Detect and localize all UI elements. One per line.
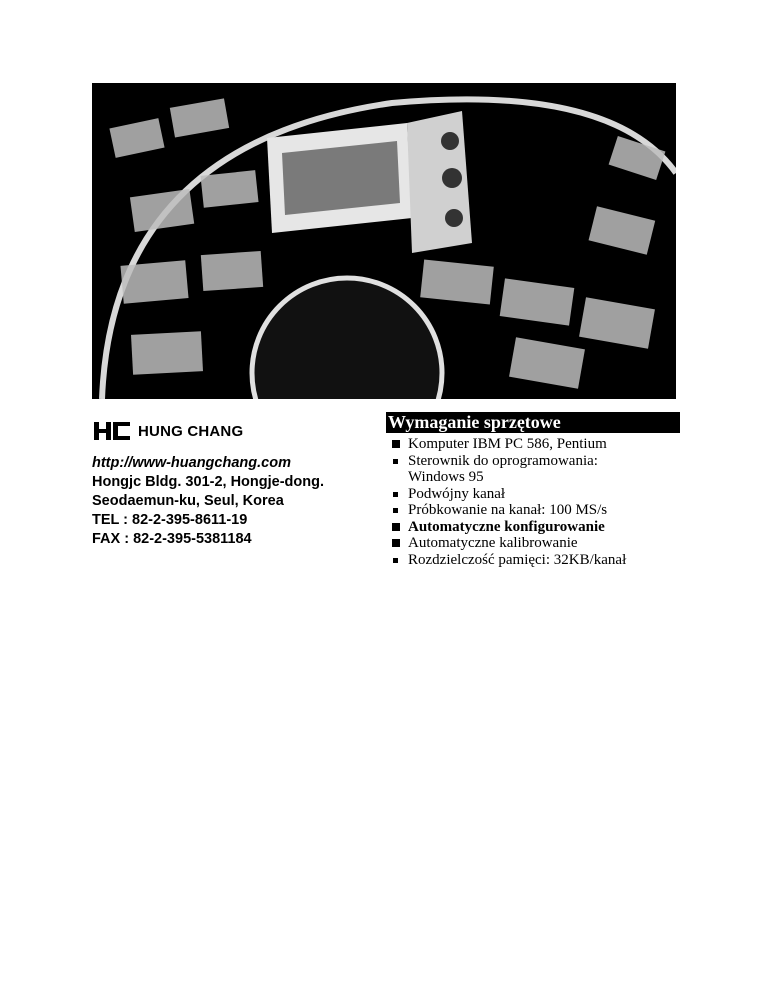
square-bullet-icon bbox=[393, 459, 398, 464]
telephone: TEL : 82-2-395-8611-19 bbox=[92, 512, 248, 528]
list-item-text: Automatyczne konfigurowanie bbox=[408, 518, 605, 535]
fax: FAX : 82-2-395-5381184 bbox=[92, 531, 252, 547]
address-line-1: Hongjc Bldg. 301-2, Hongje-dong. bbox=[92, 474, 324, 490]
list-item-text-continued: Windows 95 bbox=[408, 469, 484, 485]
company-info bbox=[92, 418, 382, 549]
list-item bbox=[386, 519, 680, 536]
hardware-requirements bbox=[386, 412, 680, 568]
list-item bbox=[386, 552, 680, 569]
list-item bbox=[386, 502, 680, 519]
list-item-text: Automatyczne kalibrowanie bbox=[408, 535, 578, 551]
square-bullet-icon bbox=[393, 558, 398, 563]
company-url[interactable]: http://www-huangchang.com bbox=[92, 455, 291, 471]
list-item-text: Komputer IBM PC 586, Pentium bbox=[408, 436, 607, 452]
list-item bbox=[386, 486, 680, 503]
list-item-text: Podwójny kanał bbox=[408, 485, 506, 502]
list-item bbox=[386, 535, 680, 552]
requirements-title: Wymaganie sprzętowe bbox=[386, 412, 680, 433]
list-item bbox=[386, 453, 680, 486]
list-item-text: Próbkowanie na kanał: 100 MS/s bbox=[408, 502, 608, 518]
requirements-list bbox=[386, 436, 680, 568]
product-photo bbox=[92, 83, 676, 399]
square-bullet-icon bbox=[393, 508, 398, 513]
company-name: HUNG CHANG bbox=[138, 422, 244, 440]
square-bullet-icon bbox=[393, 492, 398, 497]
hc-logo-icon bbox=[92, 419, 132, 443]
address-line-2: Seodaemun-ku, Seul, Korea bbox=[92, 493, 284, 509]
list-item bbox=[386, 436, 680, 453]
list-item-text: Rozdzielczość pamięci: 32KB/kanał bbox=[408, 551, 627, 568]
square-bullet-icon bbox=[392, 523, 400, 531]
list-item-text: Sterownik do oprogramowania: bbox=[408, 452, 598, 469]
brand bbox=[92, 418, 382, 444]
square-bullet-icon bbox=[392, 539, 400, 547]
square-bullet-icon bbox=[392, 440, 400, 448]
